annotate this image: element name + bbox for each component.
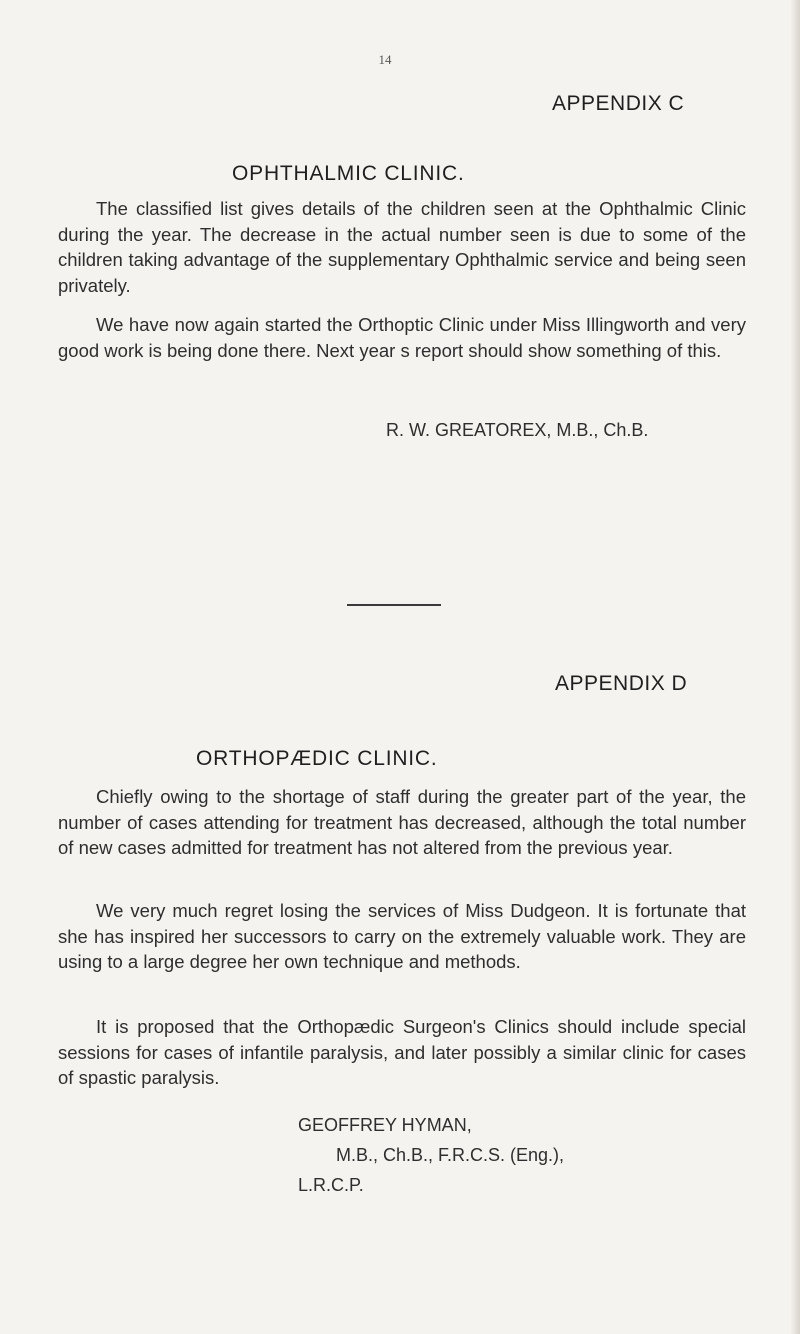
ophthalmic-paragraph-2 <box>58 312 746 363</box>
orthopaedic-paragraph-2-text: We very much regret losing the services of Miss Dudgeon. It is fortunate that she has inspired her successors to carry on the extremely valuable work. They are using to a large degree her own technique and methods. <box>58 900 746 972</box>
section-divider <box>347 604 441 606</box>
orthopaedic-clinic-title: ORTHOPÆDIC CLINIC. <box>196 747 438 770</box>
appendix-c-heading: APPENDIX C <box>552 92 685 115</box>
orthopaedic-paragraph-3 <box>58 1014 746 1091</box>
orthopaedic-paragraph-1 <box>58 784 746 861</box>
orthopaedic-paragraph-3-text: It is proposed that the Orthopædic Surgeon's Clinics should include special sessions for cases of infantile paralysis, and later possibly a similar clinic for cases of spastic paralysis. <box>58 1016 746 1088</box>
orthopaedic-signature-line-2: M.B., Ch.B., F.R.C.S. (Eng.), <box>336 1145 565 1165</box>
page-number: 14 <box>378 52 392 67</box>
ophthalmic-paragraph-2-text: We have now again started the Orthoptic Clinic under Miss Illingworth and very good work is being done there. Next year s report should show something of this. <box>58 314 746 361</box>
orthopaedic-paragraph-2 <box>58 898 746 975</box>
ophthalmic-paragraph-1 <box>58 196 746 298</box>
orthopaedic-paragraph-1-text: Chiefly owing to the shortage of staff during the greater part of the year, the number of cases attending for treatment has decreased, although the total number of new cases admitted for treatment has not altered from the previous year. <box>58 786 746 858</box>
orthopaedic-signature-line-3: L.R.C.P. <box>298 1175 364 1195</box>
orthopaedic-signature-line-1: GEOFFREY HYMAN, <box>298 1115 472 1135</box>
appendix-d-heading: APPENDIX D <box>555 672 688 695</box>
ophthalmic-paragraph-1-text: The classified list gives details of the children seen at the Ophthalmic Clinic during the year. The decrease in the actual number seen is due to some of the children taking advantage of the supplementary Ophthalmic service and being seen privately. <box>58 198 746 296</box>
ophthalmic-clinic-title: OPHTHALMIC CLINIC. <box>232 162 465 185</box>
ophthalmic-signature: R. W. GREATOREX, M.B., Ch.B. <box>386 420 649 440</box>
page-edge-shadow <box>790 0 800 1334</box>
